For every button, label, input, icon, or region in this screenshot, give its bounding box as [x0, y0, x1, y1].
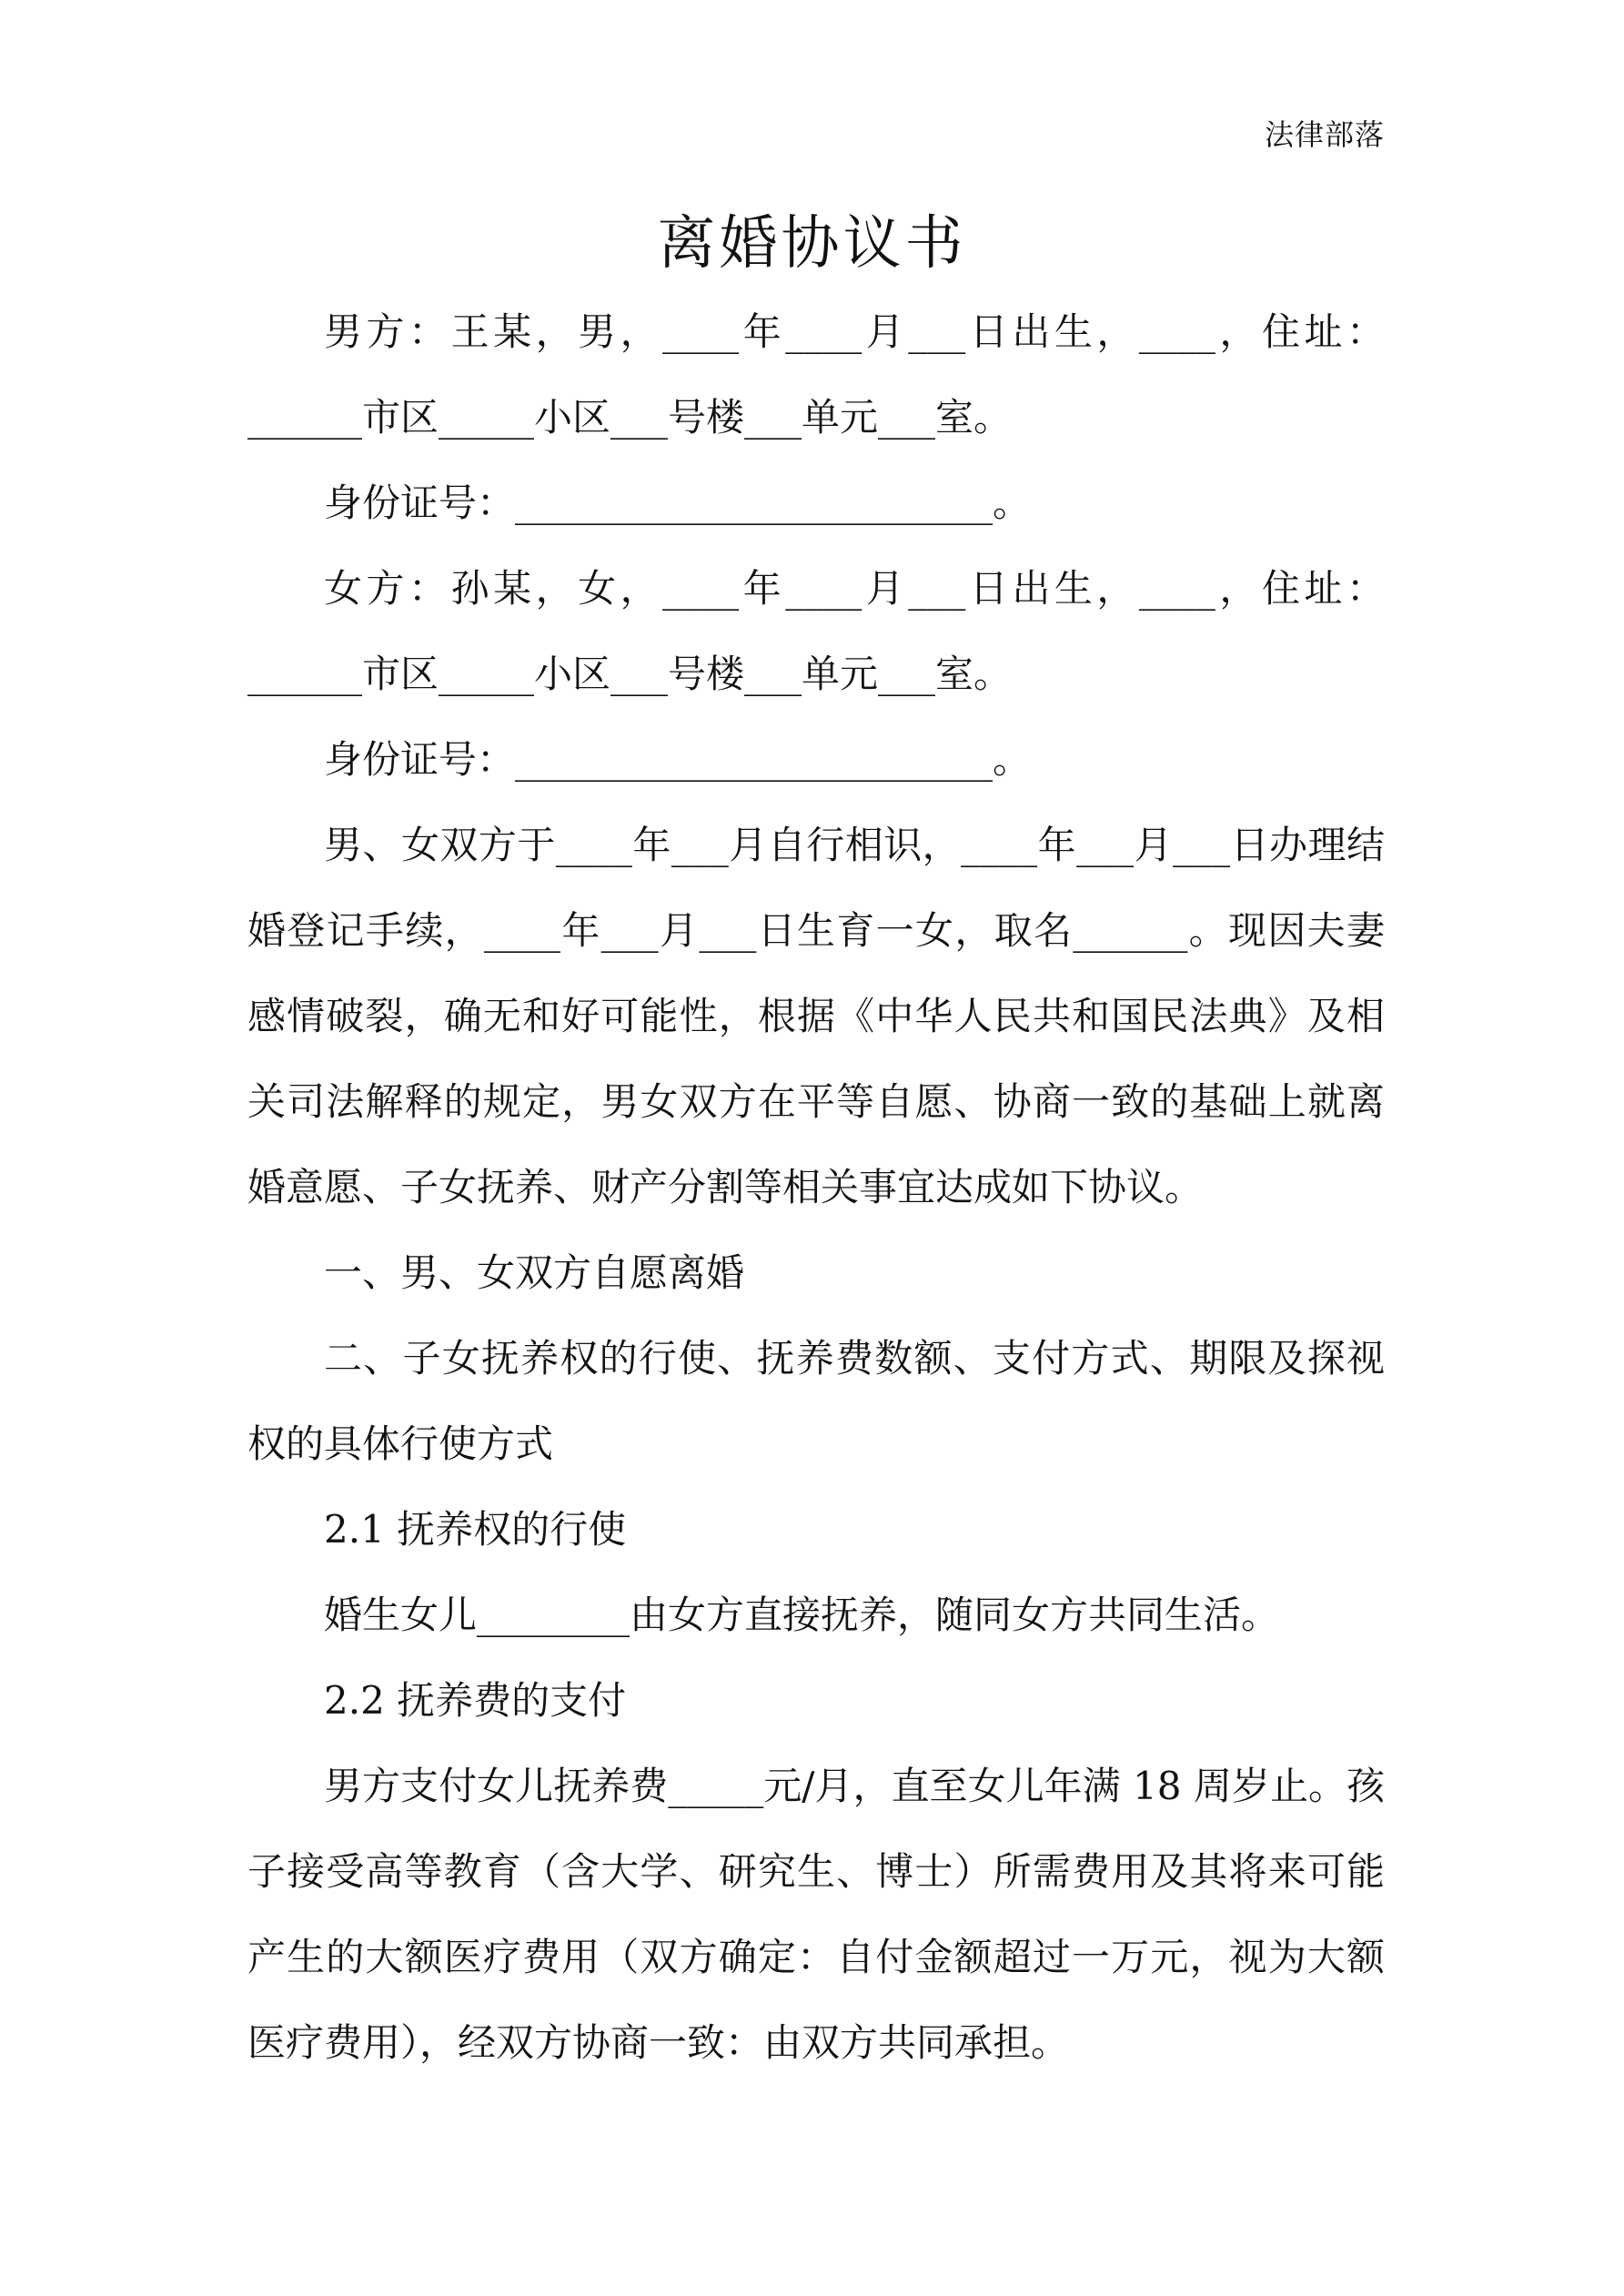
- document-body: [247, 289, 1385, 2086]
- subsection-2-1-heading: 2.1 抚养权的行使: [324, 1507, 627, 1552]
- paragraph-background: 男、女双方于____年___月自行相识，____年___月___日办理结婚登记手续，____年___月___日生育一女，取名______。现因夫妻感情破裂，确无和好可能性，根据《中华人民共和国民法典》及相关司法解释的规定，男女双方在平等自愿、协商一致的基础上就离婚意愿、子女抚养、财产分割等相关事宜达成如下协议。: [247, 823, 1385, 1209]
- paragraph-custody: 婚生女儿________由女方直接抚养，随同女方共同生活。: [324, 1593, 1280, 1637]
- section-2-heading: 二、子女抚养权的行使、抚养费数额、支付方式、期限及探视权的具体行使方式: [247, 1336, 1385, 1466]
- paragraph-male-id: 身份证号：_________________________。: [324, 480, 1032, 525]
- section-1-heading: 一、男、女双方自愿离婚: [324, 1250, 745, 1295]
- subsection-2-2-heading: 2.2 抚养费的支付: [324, 1678, 627, 1723]
- paragraph-support-payment: 男方支付女儿抚养费_____元/月，直至女儿年满 18 周岁止。孩子接受高等教育（含大学、研究生、博士）所需费用及其将来可能产生的大额医疗费用（双方确定：自付金额超过一万元，视为大额医疗费用），经双方协商一致：由双方共同承担。: [247, 1764, 1385, 2065]
- header-note: 法律部落: [1264, 117, 1385, 152]
- paragraph-male-party: 男方：王某，男，____年____月___日出生，____，住址：______市区_____小区___号楼___单元___室。: [247, 309, 1385, 440]
- paragraph-female-party: 女方：孙某，女，____年____月___日出生，____，住址：______市区_____小区___号楼___单元___室。: [247, 566, 1385, 696]
- paragraph-female-id: 身份证号：_________________________。: [324, 737, 1032, 782]
- document-title: 离婚协议书: [657, 210, 967, 278]
